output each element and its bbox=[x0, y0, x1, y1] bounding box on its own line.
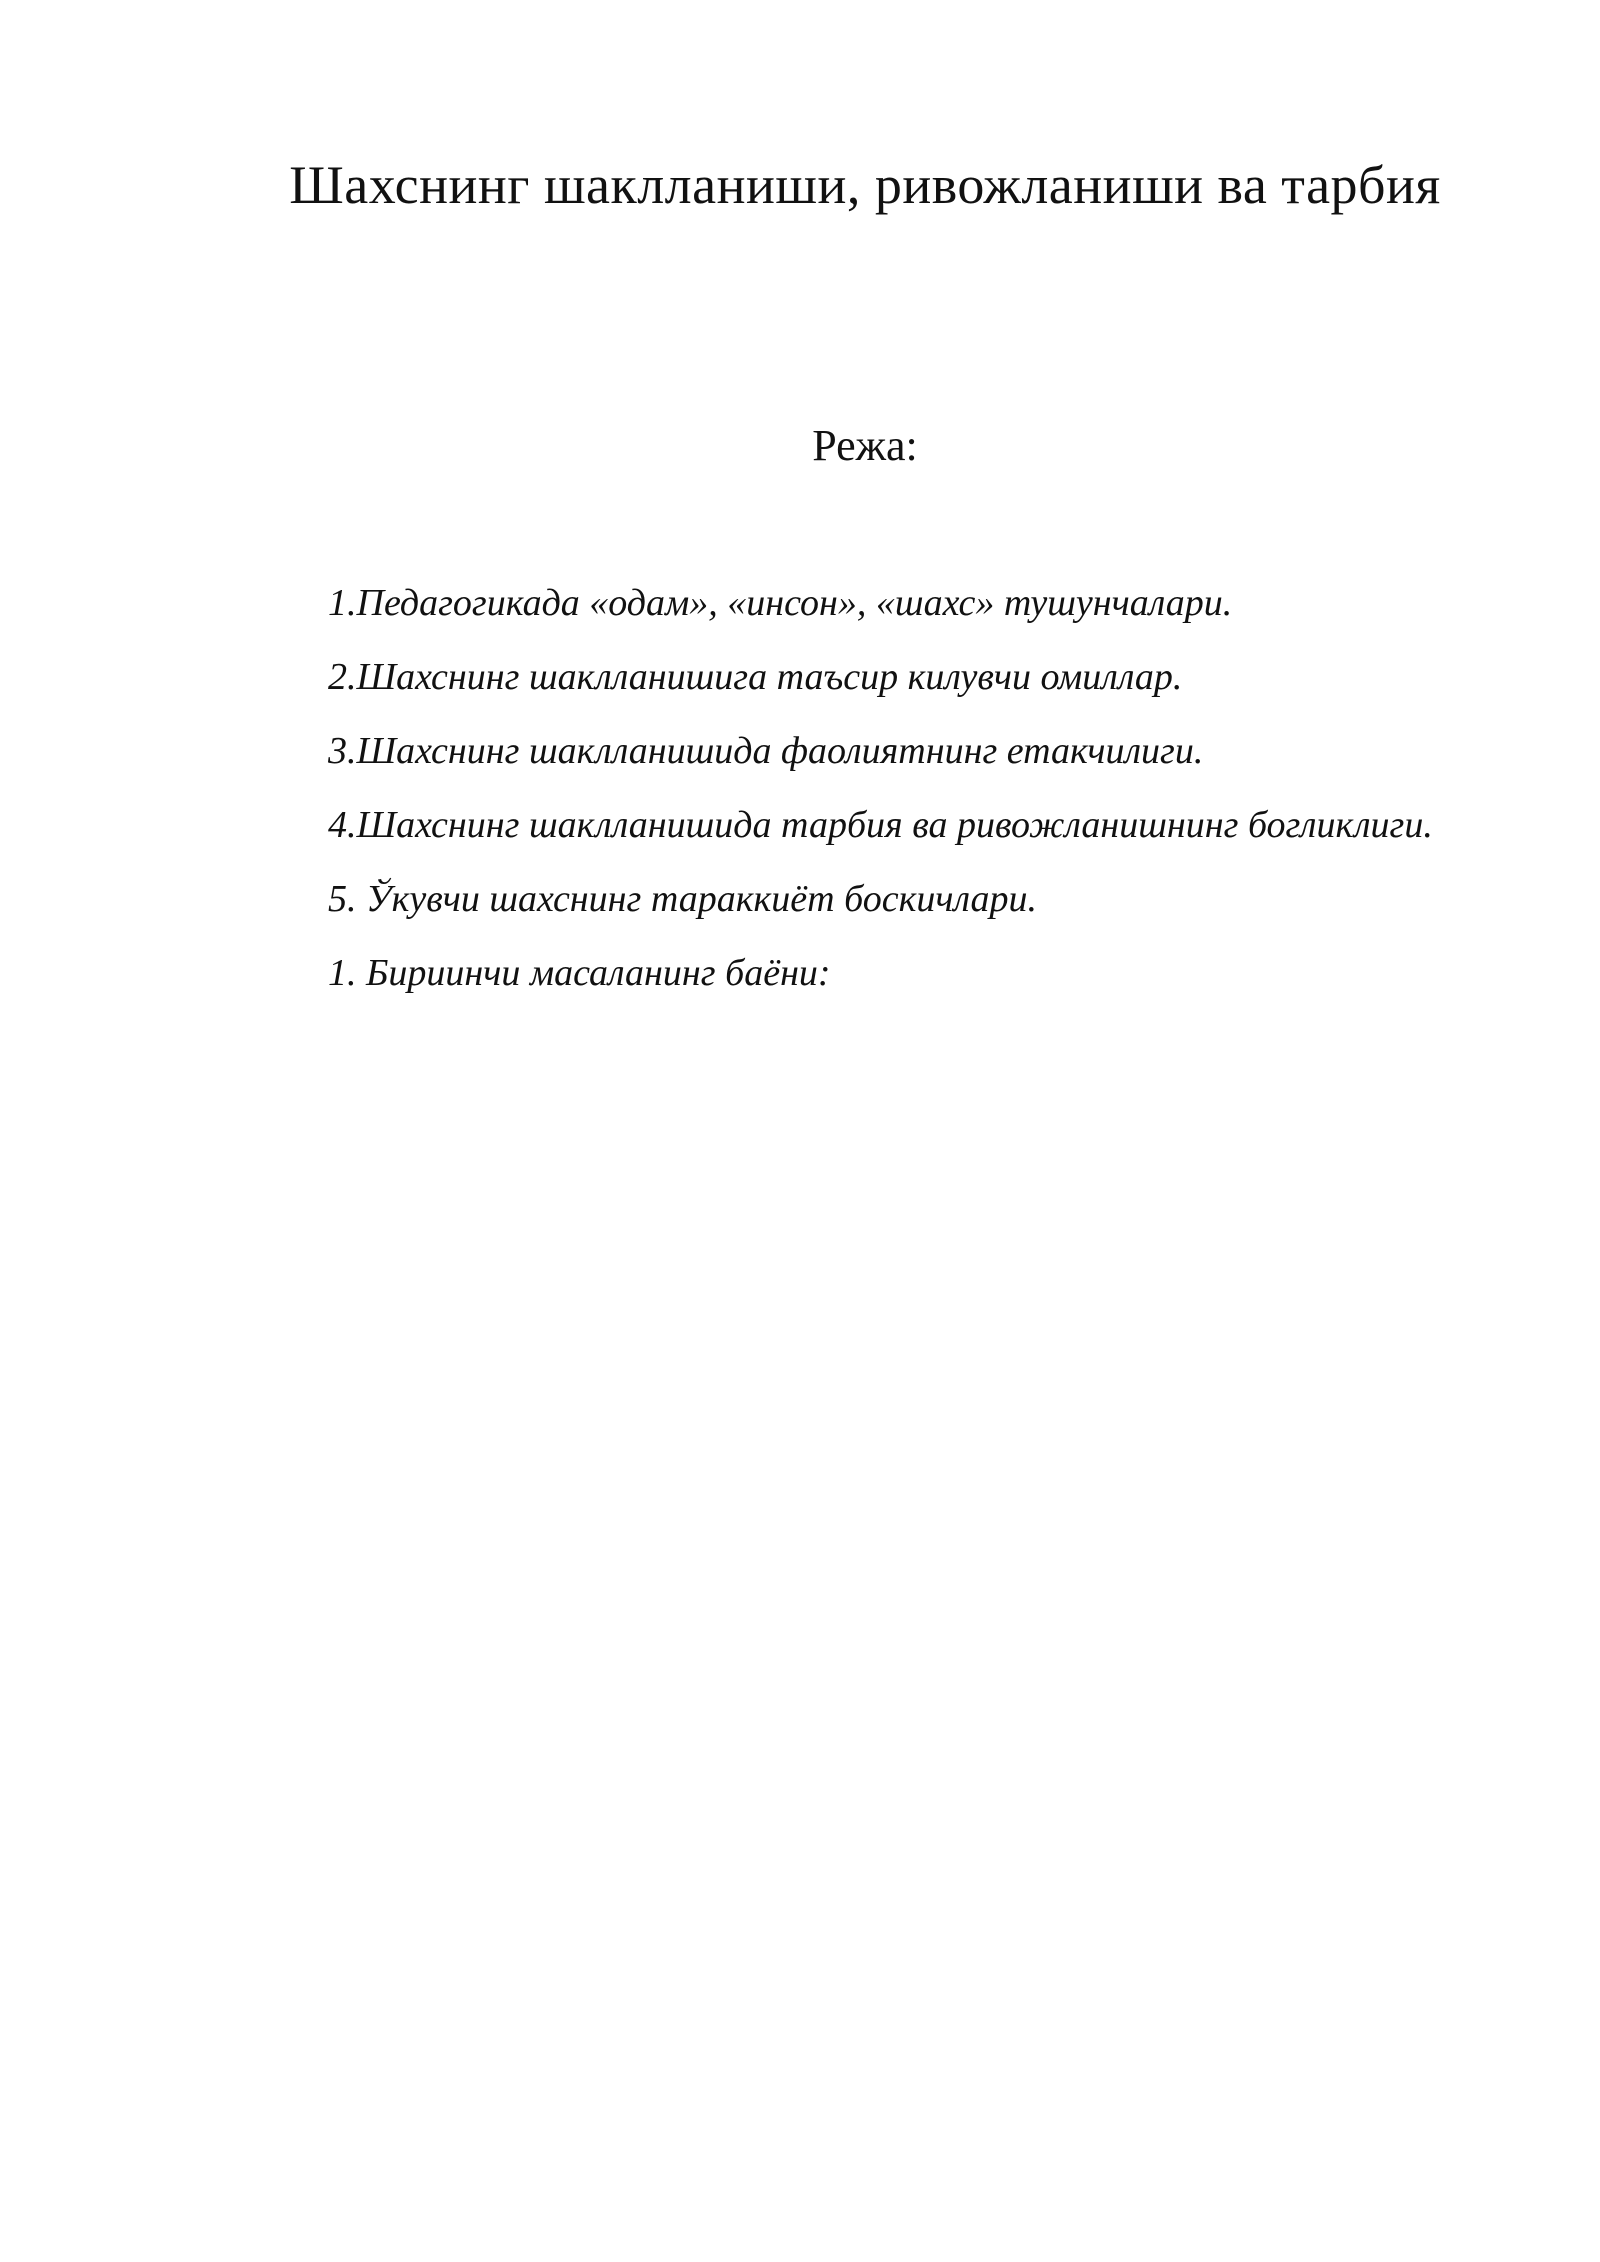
plan-item: 2.Шахснинг шаклланишига таъсир килувчи омиллар. bbox=[328, 656, 1183, 698]
plan-item: 1. Бириинчи масаланинг баёни: bbox=[328, 952, 831, 994]
plan-item: 5. Ўкувчи шахснинг тараккиёт боскичлари. bbox=[328, 878, 1038, 920]
plan-item: 1.Педагогикада «одам», «инсон», «шахс» тушунчалари. bbox=[328, 582, 1233, 624]
plan-item: 4.Шахснинг шаклланишида тарбия ва ривожланишнинг богликлиги. bbox=[328, 804, 1433, 846]
document-title: Шахснинг шаклланиши, ривожланиши ва тарбия bbox=[289, 155, 1441, 215]
plan-list bbox=[230, 566, 1490, 1010]
plan-item: 3.Шахснинг шаклланишида фаолиятнинг етакчилиги. bbox=[328, 730, 1204, 772]
plan-heading: Режа: bbox=[812, 421, 918, 470]
